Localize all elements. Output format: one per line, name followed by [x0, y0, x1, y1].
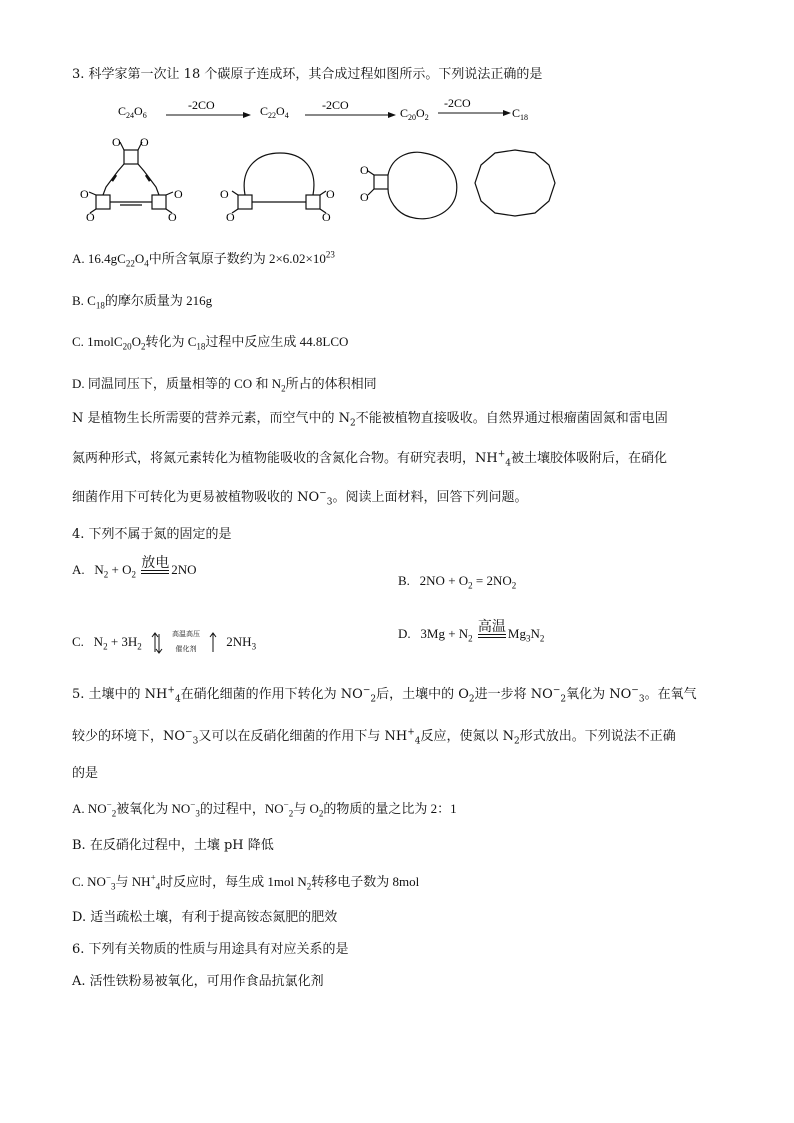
q3-option-a[interactable]: A. $16.4gC_{22}O_4$中所含氧原子数约为 $2\times 6.02\times 10^{23}$: [72, 249, 335, 269]
q4-option-d[interactable]: D. $3Mg + N_2$ 高温 $Mg_3N_2$: [398, 619, 545, 644]
q3-option-c[interactable]: C. $1molC_{20}O_2$转化为 $C_{18}$过程中反应生成 44.8LCO: [72, 334, 349, 352]
q5-stem-line-1: 5. 土壤中的 $NH^+_4$在硝化细菌的作用下转化为 $NO^-_2$后，土壤中的 $O_2$进一步将 $NO^-_2$氧化为 $NO^-_3$。在氧气: [72, 685, 697, 705]
oxygen-label: O: [80, 187, 89, 201]
formula-c20o2: $C_{20}O_2$: [400, 106, 429, 122]
structure-c20o2: [368, 152, 457, 219]
q6-stem: 6. 下列有关物质的性质与用途具有对应关系的是: [72, 942, 349, 957]
q3-stem: 3. 科学家第一次让 18 个碳原子连成环，其合成过程如图所示。下列说法正确的是: [72, 67, 543, 82]
q5-option-b[interactable]: B. 在反硝化过程中，土壤 pH 降低: [72, 838, 274, 853]
q4-stem: 4. 下列不属于氮的固定的是: [72, 527, 232, 542]
q5-stem-line-3: 的是: [72, 766, 99, 781]
oxygen-label: O: [360, 163, 369, 177]
q5-option-c[interactable]: C. $NO^-_3$与 $NH^+_4$时反应时，每生成 1mol $N_2$转移电子数为 8mol: [72, 872, 420, 892]
q4-option-c[interactable]: C. $N_2 + 3H_2$ 高温高压 催化剂 $2NH_3$: [72, 630, 256, 656]
formula-c18: $C_{18}$: [512, 106, 529, 122]
step2-label: -2CO: [322, 98, 349, 112]
structure-c18-ring: [475, 150, 555, 216]
oxygen-label: O: [220, 187, 229, 201]
q4-option-a[interactable]: A. $N_2 + O_2$ 放电 2NO: [72, 555, 197, 580]
structure-c22o4: [232, 153, 326, 213]
reversible-arrow: 高温高压 催化剂: [149, 630, 219, 656]
condition-discharge: 放电: [141, 556, 169, 579]
synthesis-scheme: [0, 95, 794, 235]
oxygen-label: O: [168, 210, 177, 224]
q5-option-d[interactable]: D. 适当疏松土壤，有利于提高铵态氮肥的肥效: [72, 910, 338, 925]
q5-stem-line-2: 较少的环境下，$NO^-_3$又可以在反硝化细菌的作用下与 $NH^+_4$反应，使氮以 $N_2$形式放出。下列说法不正确: [72, 727, 676, 747]
condition-high-temp: 高温: [478, 620, 506, 643]
step3-label: -2CO: [444, 96, 471, 110]
q6-option-a[interactable]: A. 活性铁粉易被氧化，可用作食品抗氯化剂: [72, 974, 324, 989]
oxygen-label: O: [360, 190, 369, 204]
passage-line-1: N 是植物生长所需要的营养元素，而空气中的 $N_2$不能被植物直接吸收。自然界通过根瘤菌固氮和雷电固: [72, 411, 668, 429]
oxygen-label: O: [326, 187, 335, 201]
q5-option-a[interactable]: A. $NO^-_2$被氧化为 $NO^-_3$的过程中，$NO^-_2$与 $O_2$的物质的量之比为 2：1: [72, 799, 457, 819]
formula-c22o4: $C_{22}O_4$: [260, 104, 289, 120]
q3-option-d[interactable]: D. 同温同压下，质量相等的 CO 和 $N_2$所占的体积相同: [72, 376, 377, 394]
oxygen-label: O: [322, 210, 331, 224]
oxygen-label: O: [226, 210, 235, 224]
oxygen-label: O: [86, 210, 95, 224]
passage-line-3: 细菌作用下可转化为更易被植物吸收的 $NO^-_3$。阅读上面材料，回答下列问题。: [72, 488, 528, 508]
structure-c24o6: [89, 142, 173, 213]
step1-label: -2CO: [188, 98, 215, 112]
q3-option-b[interactable]: B. $C_{18}$的摩尔质量为 216g: [72, 293, 213, 311]
oxygen-label: O: [140, 135, 149, 149]
formula-c24o6: $C_{24}O_6$: [118, 104, 147, 120]
oxygen-label: O: [174, 187, 183, 201]
passage-line-2: 氮两种形式，将氮元素转化为植物能吸收的含氮化合物。有研究表明，$NH^+_4$被土壤胶体吸附后，在硝化: [72, 449, 668, 469]
oxygen-label: O: [112, 135, 121, 149]
q4-option-b[interactable]: B. $2NO + O_2 = 2NO_2$: [398, 573, 517, 591]
